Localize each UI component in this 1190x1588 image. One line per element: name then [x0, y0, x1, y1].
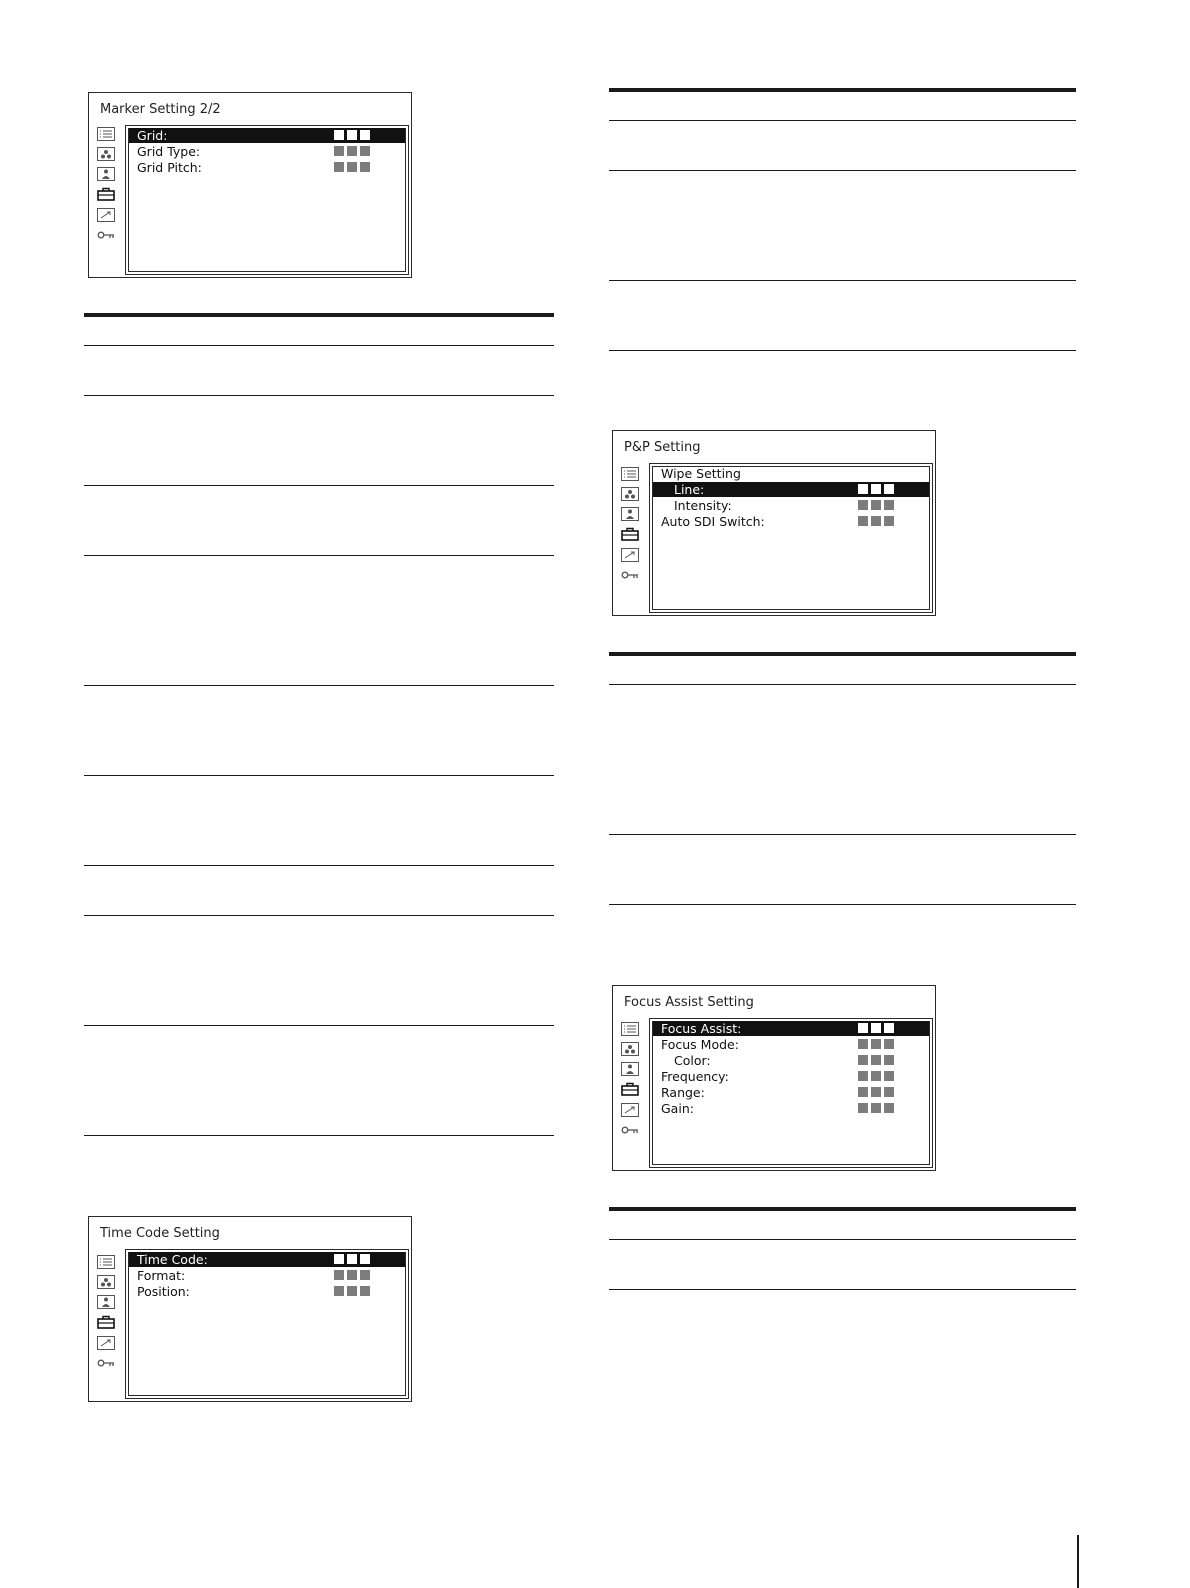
table-top-rule	[609, 88, 1076, 92]
list-icon	[621, 1022, 639, 1036]
table-top-rule	[84, 313, 554, 317]
table-rule	[609, 1289, 1076, 1290]
menu-item-grid-pitch[interactable]: Grid Pitch:	[129, 160, 405, 175]
menu-item-format[interactable]: Format:	[129, 1268, 405, 1283]
arrow-icon	[97, 1336, 115, 1350]
menu-item-position[interactable]: Position:	[129, 1284, 405, 1299]
key-icon	[621, 568, 639, 582]
color-icon	[621, 487, 639, 501]
table-rule	[84, 685, 554, 686]
pp-setting-menu	[612, 430, 936, 616]
toolbox-icon	[97, 187, 115, 201]
menu-title: Time Code Setting	[100, 1226, 220, 1241]
table-rule	[84, 485, 554, 486]
list-icon	[97, 127, 115, 141]
menu-item-wipe-setting[interactable]: Wipe Setting	[661, 466, 741, 481]
table-rule	[84, 865, 554, 866]
menu-title: P&P Setting	[624, 440, 701, 455]
menu-item-auto-sdi-switch[interactable]: Auto SDI Switch:	[653, 514, 929, 529]
menu-item-line[interactable]: Line:	[653, 482, 929, 497]
table-rule	[609, 280, 1076, 281]
table-rule	[609, 1239, 1076, 1240]
arrow-icon	[621, 548, 639, 562]
table-rule	[84, 1135, 554, 1136]
toolbox-icon	[621, 1082, 639, 1096]
list-icon	[621, 467, 639, 481]
table-rule	[84, 555, 554, 556]
color-icon	[621, 1042, 639, 1056]
toolbox-icon	[621, 527, 639, 541]
table-rule	[609, 684, 1076, 685]
table-top-rule	[609, 652, 1076, 656]
toolbox-icon	[97, 1315, 115, 1329]
person-icon	[621, 1062, 639, 1076]
table-rule	[609, 170, 1076, 171]
time-code-setting-menu	[88, 1216, 412, 1402]
table-rule	[84, 395, 554, 396]
arrow-icon	[621, 1103, 639, 1117]
menu-panel	[125, 1249, 409, 1399]
color-icon	[97, 1275, 115, 1289]
menu-panel	[125, 125, 409, 275]
table-rule	[84, 345, 554, 346]
color-icon	[97, 147, 115, 161]
menu-item-intensity[interactable]: Intensity:	[653, 498, 929, 513]
page-edge-bar	[1077, 1535, 1079, 1588]
table-top-rule	[609, 1207, 1076, 1211]
table-rule	[84, 1025, 554, 1026]
menu-item-color[interactable]: Color:	[653, 1053, 929, 1068]
menu-title: Focus Assist Setting	[624, 995, 754, 1010]
menu-item-focus-assist[interactable]: Focus Assist:	[653, 1021, 929, 1036]
person-icon	[97, 167, 115, 181]
menu-item-focus-mode[interactable]: Focus Mode:	[653, 1037, 929, 1052]
menu-panel	[649, 463, 933, 613]
menu-title: Marker Setting 2/2	[100, 102, 221, 117]
marker-setting-menu	[88, 92, 412, 278]
key-icon	[97, 228, 115, 242]
person-icon	[97, 1295, 115, 1309]
table-rule	[84, 775, 554, 776]
key-icon	[97, 1356, 115, 1370]
menu-item-grid-type[interactable]: Grid Type:	[129, 144, 405, 159]
table-rule	[609, 834, 1076, 835]
table-rule	[84, 915, 554, 916]
menu-item-grid[interactable]: Grid:	[129, 128, 405, 143]
table-rule	[609, 350, 1076, 351]
menu-item-gain[interactable]: Gain:	[653, 1101, 929, 1116]
person-icon	[621, 507, 639, 521]
table-rule	[609, 904, 1076, 905]
key-icon	[621, 1123, 639, 1137]
table-rule	[609, 120, 1076, 121]
list-icon	[97, 1255, 115, 1269]
focus-assist-setting-menu	[612, 985, 936, 1171]
menu-item-frequency[interactable]: Frequency:	[653, 1069, 929, 1084]
menu-item-time-code[interactable]: Time Code:	[129, 1252, 405, 1267]
menu-item-range[interactable]: Range:	[653, 1085, 929, 1100]
arrow-icon	[97, 208, 115, 222]
menu-panel	[649, 1018, 933, 1168]
